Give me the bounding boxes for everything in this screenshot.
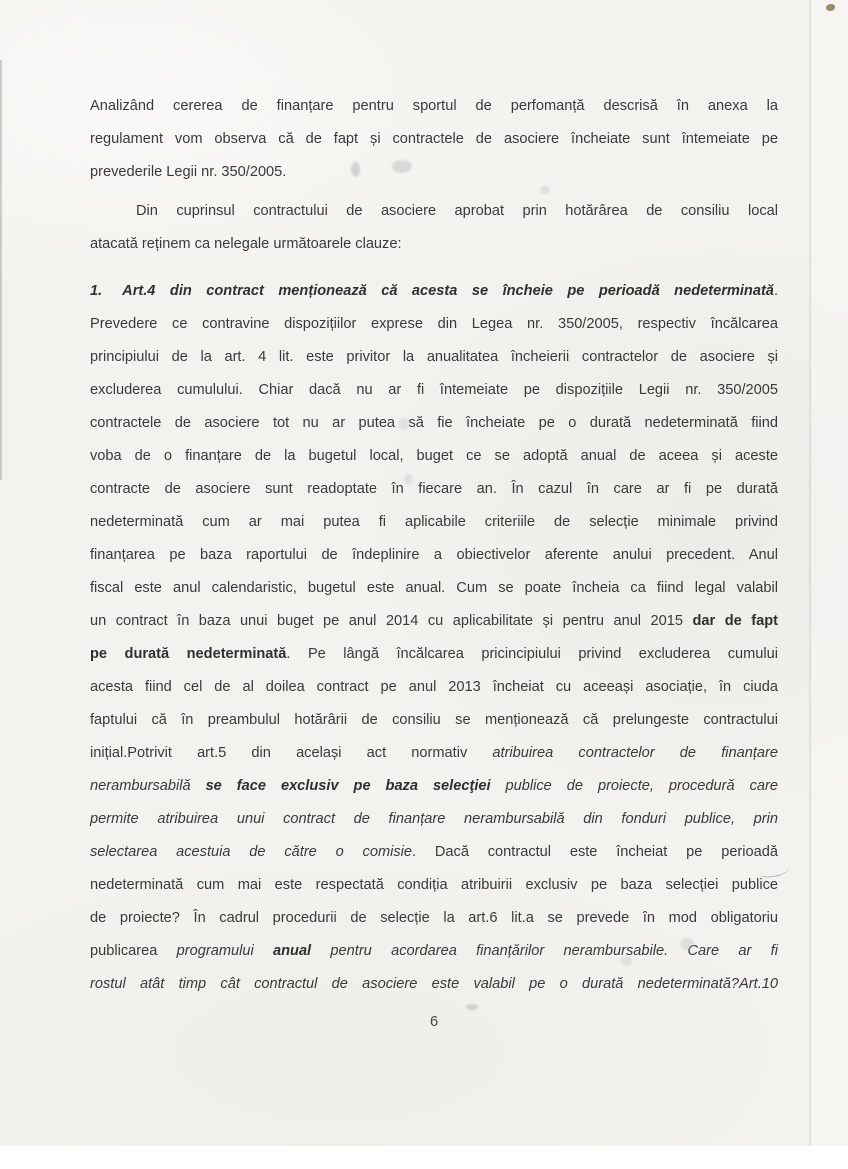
text-run: inițial.Potrivit art.5 din același act normativ [90,745,493,761]
text-run: finanțarea pe baza raportului de îndeplinire a obiectivelor aferente anului precedent. Anul [90,547,778,563]
text-line [90,90,778,123]
text-run: pe durată nedeterminată [90,646,287,662]
text-run: publice de proiecte, procedură care [505,778,778,794]
text-line [90,638,778,671]
text-run: . Pe lângă încălcarea pricincipiului privind excluderea cumului [286,646,778,662]
paragraph-intro [90,90,778,189]
text-line [90,902,778,935]
text-line [90,407,778,440]
text-run: se face exclusiv pe baza selecţiei [205,778,506,794]
text-run: . [773,283,778,299]
text-run: acesta fiind cel de al doilea contract pe anul 2013 încheiat cu aceeași asociație, în ciuda [90,679,778,695]
text-run: regulament vom observa că de fapt și contractele de asociere încheiate sunt întemeiate pe [90,131,778,147]
text-line [90,473,778,506]
text-line [90,440,778,473]
page-right-margin [811,0,848,1146]
text-run: fiscal este anul calendaristic, bugetul este anual. Cum se poate încheia ca fiind legal valabil [90,580,778,596]
text-run: publicarea [90,943,177,959]
paragraph-clause-1 [90,275,778,1001]
text-run: excluderea cumulului. Chiar dacă nu ar fi întemeiate pe dispozițiile Legii nr. 350/2005 [90,382,778,398]
text-run: contracte de asociere sunt readoptate în fiecare an. În cazul în care ar fi pe durată [90,481,778,497]
text-line [90,275,778,308]
text-run: . Dacă contractul este încheiat pe perioadă [412,844,779,860]
page-number: 6 [429,1014,439,1030]
text-line [90,605,778,638]
text-run: Prevedere ce contravine dispozițiilor exprese din Legea nr. 350/2005, respectiv încălcarea [90,316,778,332]
text-line [90,308,778,341]
text-run: Art.4 din contract menționează că acesta se încheie pe perioadă nedeterminată [122,283,774,299]
text-run: nerambursabilă [90,778,206,794]
text-run: de proiecte? În cadrul procedurii de selecție la art.6 lit.a se prevede în mod obligatoriu [90,910,778,926]
text-line [90,156,778,189]
text-line [90,374,778,407]
text-run: nedeterminată cum mai este respectată condiția atribuirii exclusiv pe baza selecției publice [90,877,778,893]
scan-edge-left [0,60,3,480]
text-line [90,123,778,156]
text-line [90,228,778,261]
text-run: atacată reținem ca nelegale următoarele clauze: [90,236,402,252]
text-line [90,770,778,803]
text-run: 1. [90,283,103,299]
text-line [90,836,778,869]
text-line [90,671,778,704]
text-line [90,869,778,902]
text-run: permite atribuirea unui contract de finanțare nerambursabilă din fonduri publice, prin [90,811,778,827]
text-line [90,935,778,968]
text-run: selectarea acestuia de către o comisie [90,844,413,860]
text-line [90,704,778,737]
text-run: voba de o finanțare de la bugetul local, buget ce se adoptă anual de aceea și aceste [90,448,778,464]
paragraph-clauses-intro [90,195,778,261]
text-run: rostul atât timp cât contractul de asociere este valabil pe o durată nedeterminată?Art.10 [90,976,778,992]
text-run: faptului că în preambulul hotărârii de consiliu se menționează că prelungeste contractului [90,712,778,728]
text-run: contractele de asociere tot nu ar putea să fie încheiate pe o durată nedeterminată fiind [90,415,778,431]
text-run: pentru acordarea finanțărilor nerambursabile. Care ar fi [311,943,778,959]
text-line [90,341,778,374]
text-line [90,195,778,228]
text-run: un contract în baza unui buget pe anul 2014 cu aplicabilitate și pentru anul 2015 [90,613,693,629]
text-line [90,572,778,605]
text-line [90,803,778,836]
text-run: principiului de la art. 4 lit. este privitor la anualitatea încheierii contractelor de asociere și [90,349,778,365]
document-text-block [90,90,778,1030]
text-run: Analizând cererea de finanțare pentru sportul de perfomanță descrisă în anexa la [90,98,778,114]
text-line [90,968,778,1001]
text-line [90,539,778,572]
scan-bottom-strip [0,1146,848,1169]
text-run: prevederile Legii nr. 350/2005. [90,164,287,180]
text-run: anual [273,943,312,959]
text-run: dar de fapt [692,613,778,629]
text-run: programului [176,943,273,959]
text-run: atribuirea contractelor de finanțare [492,745,778,761]
text-run: nedeterminată cum ar mai putea fi aplicabile criteriile de selecție minimale privind [90,514,778,530]
text-run: Din cuprinsul contractului de asociere aprobat prin hotărârea de consiliu local [136,203,778,219]
text-line [90,506,778,539]
text-line [90,737,778,770]
